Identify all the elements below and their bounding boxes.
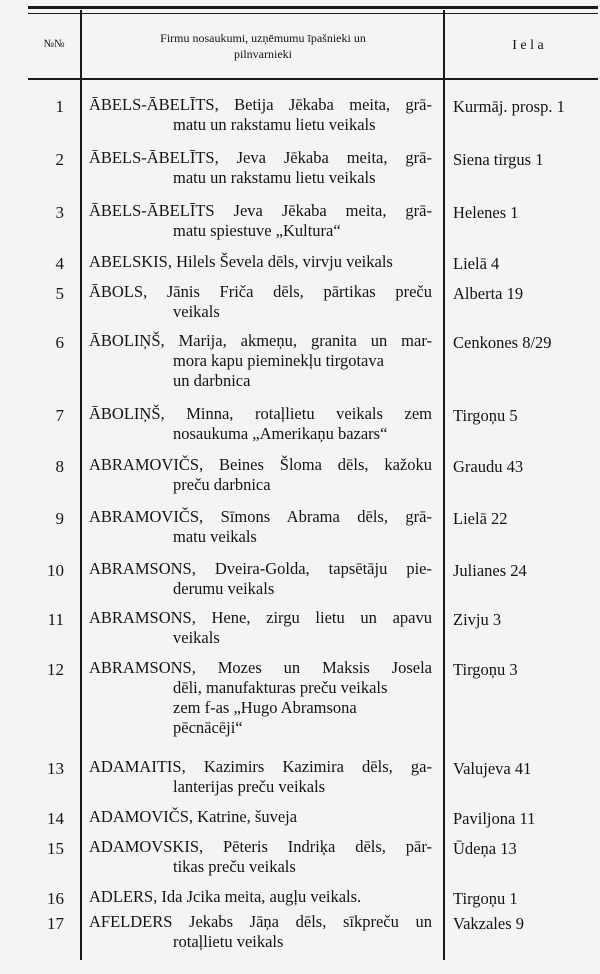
firm-entry — [89, 148, 432, 188]
firm-entry — [89, 658, 432, 738]
firm-entry — [89, 95, 432, 135]
firm-line: tikas preču veikals — [173, 857, 296, 876]
entry-number: 17 — [47, 914, 64, 933]
firm-line: veikals — [173, 302, 220, 321]
entry-number: 16 — [47, 889, 64, 908]
entry-number: 12 — [47, 660, 64, 679]
firm-line: ĀBELS-ĀBELĪTS Jeva Jēkaba meita, grā- — [89, 201, 432, 220]
firm-line: pēcnācēji“ — [173, 718, 243, 737]
firm-line: preču darbnica — [173, 475, 271, 494]
street-address: Tirgoņu 5 — [453, 406, 518, 425]
firm-line: ĀBELS-ĀBELĪTS, Betija Jēkaba meita, grā- — [89, 95, 432, 114]
street-address: Graudu 43 — [453, 457, 524, 476]
entry-number: 14 — [47, 809, 64, 828]
entry-number: 11 — [47, 610, 64, 629]
firm-line: derumu veikals — [173, 579, 275, 598]
firm-line: ĀBOLS, Jānis Friča dēls, pārtikas preču — [89, 282, 432, 301]
header-bottom-rule — [28, 78, 598, 80]
firm-entry — [89, 757, 432, 797]
header-firm-line2: pilnvarnieki — [234, 47, 292, 61]
street-address: Julianes 24 — [453, 561, 527, 580]
firm-entry — [89, 331, 432, 391]
firm-line: matu un rakstamu lietu veikals — [173, 168, 376, 187]
firm-line: un darbnica — [173, 371, 251, 390]
street-address: Tirgoņu 1 — [453, 889, 518, 908]
header-street: I e l a — [512, 38, 544, 53]
firm-line: ADAMOVSKIS, Pēteris Indriķa dēls, pār- — [89, 837, 432, 856]
firm-line: veikals — [173, 628, 220, 647]
top-rule-thick — [28, 6, 598, 9]
firm-line: ABRAMSONS, Mozes un Maksis Josela — [89, 658, 432, 677]
firm-line: ĀBOLIŅŠ, Marija, akmeņu, granita un mar- — [89, 331, 432, 350]
entry-number: 13 — [47, 759, 64, 778]
firm-line: matu spiestuve „Kultura“ — [173, 221, 341, 240]
header-number: №№ — [43, 38, 65, 50]
firm-entry — [89, 201, 432, 241]
street-address: Paviljona 11 — [453, 809, 536, 828]
entry-number: 7 — [55, 406, 64, 425]
firm-line: ĀBOLIŅŠ, Minna, rotaļlietu veikals zem — [89, 404, 432, 423]
firm-line: ABRAMOVIČS, Beines Šloma dēls, kažoku — [89, 455, 432, 474]
firm-line: ABRAMSONS, Dveira-Golda, tapsētāju pie- — [89, 559, 432, 578]
firm-entry — [89, 404, 432, 444]
entry-number: 3 — [55, 203, 64, 222]
firm-line: ABELSKIS, Hilels Ševela dēls, virvju veikals — [89, 252, 393, 271]
firm-line: ADAMOVIČS, Katrine, šuveja — [89, 807, 298, 826]
firm-line: lanterijas preču veikals — [173, 777, 326, 796]
street-address: Valujeva 41 — [453, 759, 532, 778]
firm-entry — [89, 282, 432, 322]
entry-number: 15 — [47, 839, 64, 858]
entry-number: 1 — [55, 97, 64, 116]
firm-line: rotaļlietu veikals — [173, 932, 284, 951]
street-address: Ūdeņa 13 — [453, 839, 517, 858]
entry-number: 5 — [55, 284, 64, 303]
firm-entry — [89, 559, 432, 599]
firm-entry — [89, 887, 432, 907]
top-rule-thin — [28, 13, 598, 14]
header-firm-line1: Firmu nosaukumi, uzņēmumu īpašnieki un — [160, 31, 366, 45]
firm-entry — [89, 455, 432, 495]
firm-line: AFELDERS Jekabs Jāņa dēls, sīkpreču un — [89, 912, 432, 931]
firm-line: ADLERS, Ida Jcika meita, augļu veikals. — [89, 887, 362, 906]
street-address: Cenkones 8/29 — [453, 333, 552, 352]
street-address: Kurmāj. prosp. 1 — [453, 97, 565, 116]
entry-number: 2 — [55, 150, 64, 169]
firm-line: matu veikals — [173, 527, 257, 546]
firm-entry — [89, 608, 432, 648]
firm-line: zem f-as „Hugo Abramsona — [173, 698, 357, 717]
firm-entry — [89, 912, 432, 952]
column-divider-left — [80, 10, 82, 960]
firm-entry — [89, 507, 432, 547]
firm-line: dēli, manufakturas preču veikals — [173, 678, 388, 697]
firm-line: ADAMAITIS, Kazimirs Kazimira dēls, ga- — [89, 757, 432, 776]
firm-entry — [89, 252, 432, 272]
firm-entry — [89, 807, 432, 827]
entry-number: 4 — [55, 254, 64, 273]
entry-number: 6 — [55, 333, 64, 352]
firm-line: ABRAMOVIČS, Sīmons Abrama dēls, grā- — [89, 507, 432, 526]
entry-number: 8 — [55, 457, 64, 476]
firm-line: ĀBELS-ĀBELĪTS, Jeva Jēkaba meita, grā- — [89, 148, 432, 167]
entry-number: 9 — [55, 509, 64, 528]
header-firm — [90, 30, 436, 62]
street-address: Helenes 1 — [453, 203, 519, 222]
column-divider-right — [443, 10, 445, 960]
firm-line: ABRAMSONS, Hene, zirgu lietu un apavu — [89, 608, 432, 627]
street-address: Tirgoņu 3 — [453, 660, 518, 679]
street-address: Alberta 19 — [453, 284, 524, 303]
street-address: Lielā 22 — [453, 509, 508, 528]
firm-line: mora kapu pieminekļu tirgotava — [173, 351, 384, 370]
firm-line: nosaukuma „Amerikaņu bazars“ — [173, 424, 388, 443]
street-address: Siena tirgus 1 — [453, 150, 544, 169]
street-address: Zivju 3 — [453, 610, 502, 629]
entry-number: 10 — [47, 561, 64, 580]
street-address: Lielā 4 — [453, 254, 500, 273]
firm-line: matu un rakstamu lietu veikals — [173, 115, 376, 134]
street-address: Vakzales 9 — [453, 914, 525, 933]
firm-entry — [89, 837, 432, 877]
